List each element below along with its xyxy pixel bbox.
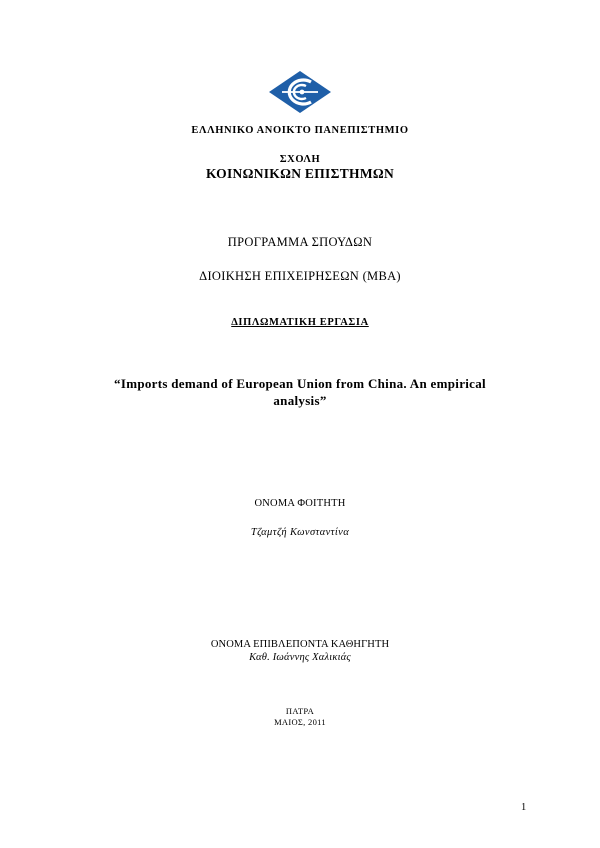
student-name: Τζαμτζή Κωνσταντίνα: [250, 527, 350, 538]
student-label: ΟΝΟΜΑ ΦΟΙΤΗΤΗ: [254, 498, 346, 509]
programme-name: ΔΙΟΙΚΗΣΗ ΕΠΙΧΕΙΡΗΣΕΩΝ (MBA): [199, 269, 401, 283]
page-number: 1: [521, 802, 527, 813]
university-name: ΕΛΛΗΝΙΚΟ ΑΝΟΙΚΤΟ ΠΑΝΕΠΙΣΤΗΜΙΟ: [191, 125, 409, 136]
thesis-title-line-1: “Imports demand of European Union from China. An empirical: [114, 376, 486, 391]
supervisor-label: ΟΝΟΜΑ ΕΠΙΒΛΕΠΟΝΤΑ ΚΑΘΗΓΗΤΗ: [210, 639, 390, 650]
thesis-label: ΔΙΠΛΩΜΑΤΙΚΗ ΕΡΓΑΣΙΑ: [231, 317, 369, 328]
university-logo-icon: [268, 70, 332, 114]
school-label: ΣΧΟΛΗ: [279, 154, 321, 165]
date: ΜΑΙΟΣ, 2011: [274, 717, 326, 727]
city: ΠΑΤΡΑ: [285, 706, 315, 716]
school-name: ΚΟΙΝΩΝΙΚΩΝ ΕΠΙΣΤΗΜΩΝ: [205, 166, 395, 181]
programme-label: ΠΡΟΓΡΑΜΜΑ ΣΠΟΥΔΩΝ: [227, 235, 373, 249]
supervisor-name: Καθ. Ιωάννης Χαλικιάς: [249, 652, 351, 663]
thesis-title-line-2: analysis”: [273, 393, 327, 408]
